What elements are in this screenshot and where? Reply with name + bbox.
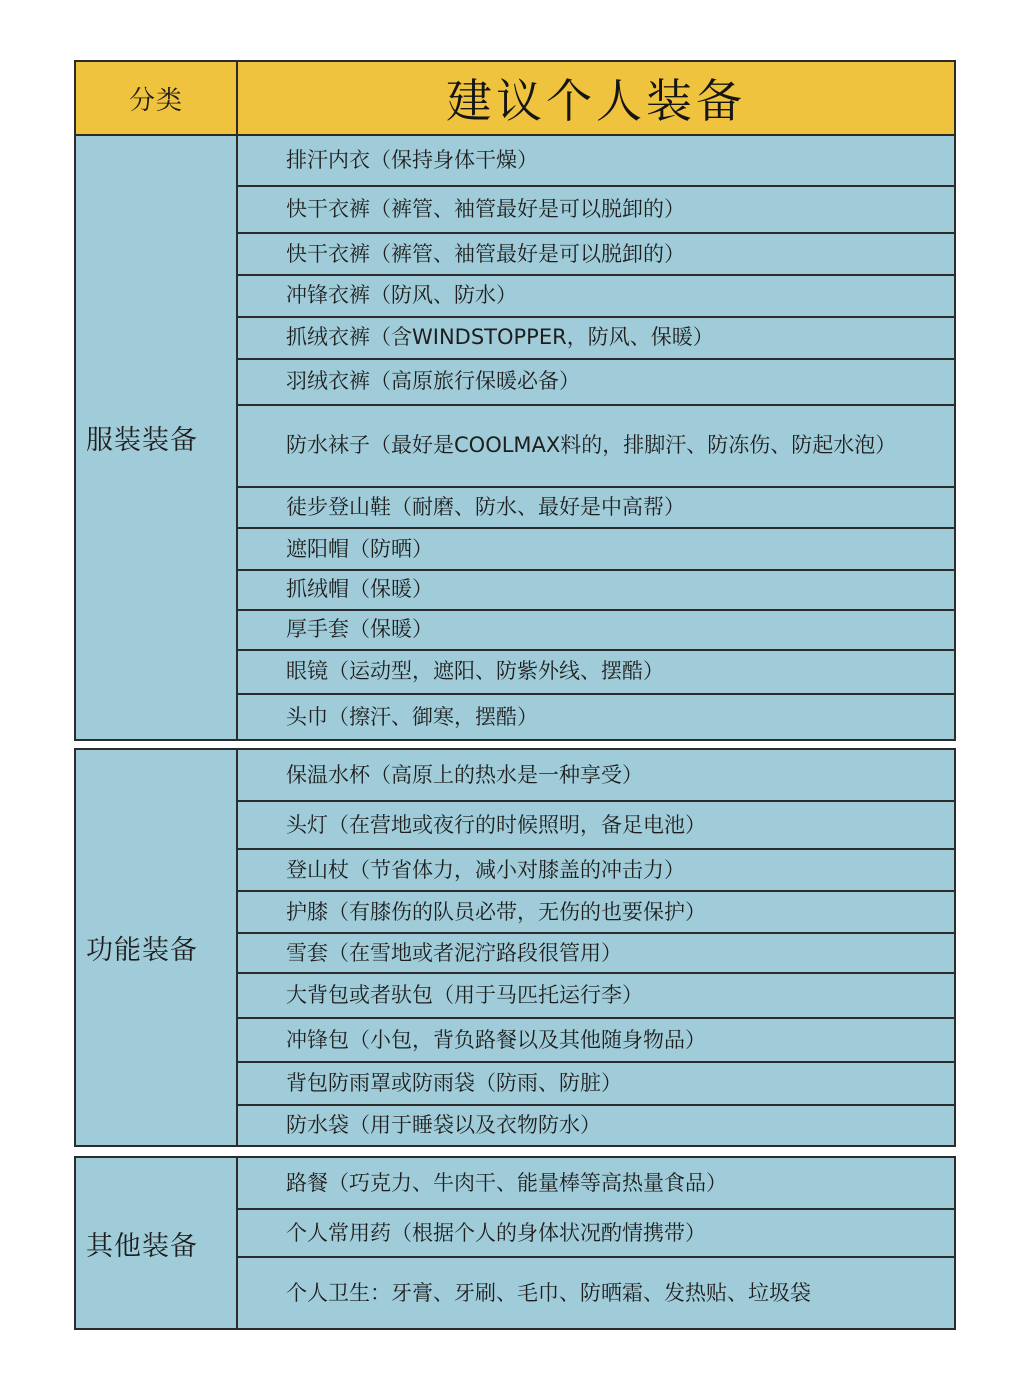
- list-item: 冲锋衣裤（防风、防水）: [238, 276, 954, 318]
- table-header: [74, 60, 956, 136]
- list-item: 快干衣裤（裤管、袖管最好是可以脱卸的）: [238, 187, 954, 235]
- section-clothing: [74, 134, 956, 741]
- item-list: [238, 1158, 954, 1328]
- item-list: [238, 750, 954, 1145]
- list-item: 路餐（巧克力、牛肉干、能量棒等高热量食品）: [238, 1158, 954, 1210]
- list-item: 登山杖（节省体力，减小对膝盖的冲击力）: [238, 850, 954, 892]
- list-item: 冲锋包（小包，背负路餐以及其他随身物品）: [238, 1019, 954, 1063]
- list-item: 遮阳帽（防晒）: [238, 529, 954, 571]
- list-item: 快干衣裤（裤管、袖管最好是可以脱卸的）: [238, 234, 954, 276]
- section-category-label: 功能装备: [76, 750, 238, 1145]
- section-other: [74, 1156, 956, 1330]
- list-item: 大背包或者驮包（用于马匹托运行李）: [238, 974, 954, 1019]
- list-item: 徒步登山鞋（耐磨、防水、最好是中高帮）: [238, 488, 954, 530]
- list-item: 厚手套（保暖）: [238, 611, 954, 651]
- table-title: 建议个人装备: [446, 74, 746, 128]
- list-item: 眼镜（运动型，遮阳、防紫外线、摆酷）: [238, 651, 954, 696]
- list-item: 背包防雨罩或防雨袋（防雨、防脏）: [238, 1063, 954, 1106]
- list-item: 护膝（有膝伤的队员必带，无伤的也要保护）: [238, 892, 954, 934]
- list-item: 个人常用药（根据个人的身体状况酌情携带）: [238, 1210, 954, 1258]
- list-item: 个人卫生：牙膏、牙刷、毛巾、防晒霜、发热贴、垃圾袋: [286, 1280, 811, 1305]
- list-item: 排汗内衣（保持身体干燥）: [238, 136, 954, 187]
- section-function: [74, 748, 956, 1147]
- list-item: 抓绒帽（保暖）: [238, 571, 954, 611]
- section-category-label: 服装装备: [76, 136, 238, 739]
- list-item: 雪套（在雪地或者泥泞路段很管用）: [238, 934, 954, 974]
- list-item: 保温水杯（高原上的热水是一种享受）: [238, 750, 954, 802]
- list-item: 头灯（在营地或夜行的时候照明，备足电池）: [238, 802, 954, 850]
- list-item: 防水袜子（最好是COOLMAX料的，排脚汗、防冻伤、防起水泡）: [238, 406, 954, 487]
- item-list: [238, 136, 954, 739]
- category-column-header: 分类: [76, 62, 238, 134]
- list-item: 抓绒衣裤（含WINDSTOPPER，防风、保暖）: [238, 318, 954, 360]
- list-item: 头巾（擦汗、御寒，摆酷）: [286, 704, 538, 729]
- section-category-label: 其他装备: [76, 1158, 238, 1328]
- list-item: 防水袋（用于睡袋以及衣物防水）: [286, 1113, 601, 1137]
- list-item: 羽绒衣裤（高原旅行保暖必备）: [238, 360, 954, 407]
